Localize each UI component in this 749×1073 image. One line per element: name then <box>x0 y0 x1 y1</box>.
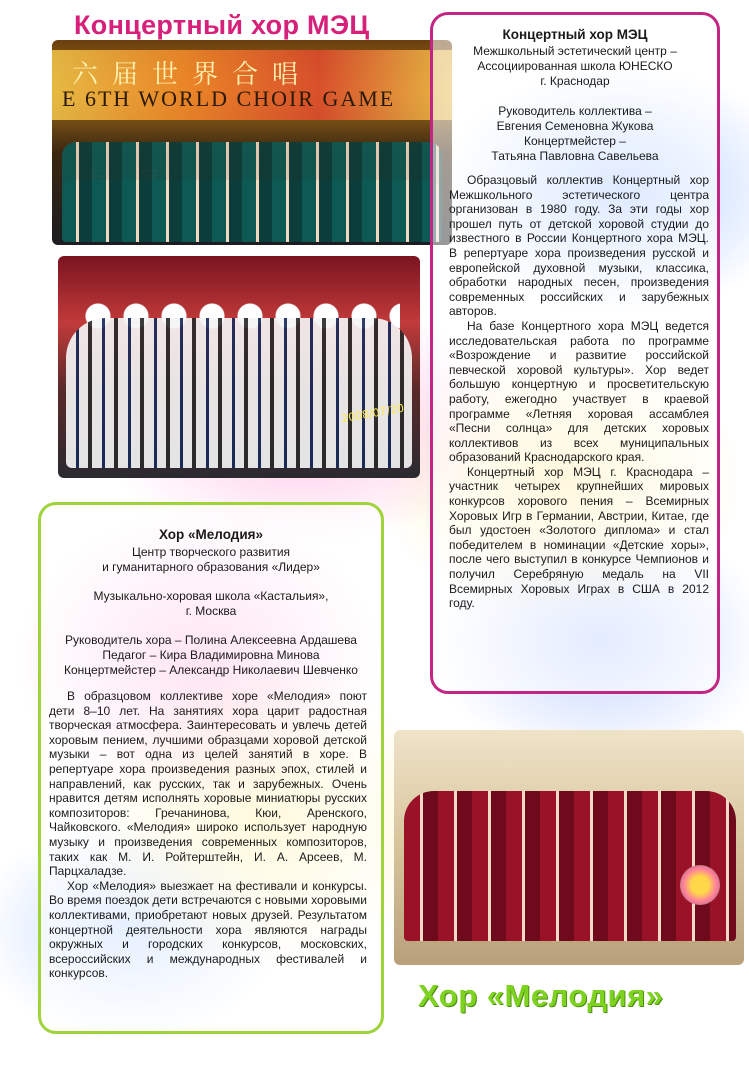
photo-melodia-choir <box>394 730 744 965</box>
melodia-staff-line1: Руководитель хора – Полина Алексеевна Ардашева <box>65 633 357 647</box>
mec-leader-name: Евгения Семеновна Жукова <box>496 119 654 133</box>
mec-title: Концертный хор МЭЦ <box>502 27 648 42</box>
choir-red-dresses <box>404 791 736 941</box>
page-heading-mec: Концертный хор МЭЦ <box>74 10 370 40</box>
banner-games-text: E 6TH WORLD CHOIR GAME <box>62 86 396 111</box>
photo-choir-celebration <box>58 256 420 478</box>
melodia-staff-line2: Педагог – Кира Владимировна Минова <box>102 648 320 662</box>
mec-org-line3: г. Краснодар <box>540 74 610 88</box>
mec-leader-label: Руководитель коллектива – <box>498 104 652 118</box>
banner-cjk-text: 六届世界合唱 <box>72 60 313 90</box>
mec-paragraph: Образцовый коллектив Концертный хор Межшкольного эстетического центра организован в 1980 году. За эти годы хор прошел путь от детской хоровой студии до известного в России Концертного хора МЭЦ. В репертуаре хора произведения русской и европейской духовной музыки, классика, обработки народных песен, произведения современных российских и зарубежных авторов. <box>449 173 709 319</box>
mec-paragraph: Концертный хор МЭЦ г. Краснодара – участник четырех крупнейших мировых конкурсов хорового пения – Всемирных Хоровых Игр в Германии, Австрии, Китае, где был удостоен «Золотого диплома» и стал победителем в номинации «Детские хоры», после чего выступил в конкурсе Чемпионов и получил Серебряную медаль на VII Всемирных Хоровых Играх в США в 2012 году. <box>449 464 709 611</box>
choir-front-row <box>62 180 442 242</box>
card-melodia-choir <box>38 502 384 1034</box>
choir-sailors <box>66 318 412 468</box>
mec-org-line1: Межшкольный эстетический центр – <box>473 44 677 58</box>
photo-choir-games <box>52 40 452 245</box>
page-heading-melodia: Хор «Мелодия» <box>418 978 664 1013</box>
melodia-org-line1: Центр творческого развития <box>131 545 291 559</box>
photo-date-stamp: 2008/07/20 <box>339 401 405 426</box>
melodia-school-line2: г. Москва <box>185 604 237 618</box>
melodia-org-line2: и гуманитарного образования «Лидер» <box>102 560 320 574</box>
mec-accomp-label: Концертмейстер – <box>524 134 626 148</box>
melodia-paragraph: Хор «Мелодия» выезжает на фестивали и конкурсы. Во время поездок дети встречаются с новыми хоровыми коллективами, приобретают новых друзей. Результатом концертной деятельности хора являются награды окружных и городских конкурсов, московских, всероссийских и международных фестивалей и конкурсов. <box>49 878 367 981</box>
mec-paragraph: На базе Концертного хора МЭЦ ведется исследовательская работа по программе «Возрождение и развитие российской певческой хоровой культуры». Хор ведет большую концертную и просветительскую работу, ежегодно участвует в краевой программе «Летняя хоровая ассамблея «Песни солнца» для детских хоровых коллективов из всех муниципальных образований Краснодарского края. <box>449 318 709 465</box>
mec-org-line2: Ассоциированная школа ЮНЕСКО <box>477 59 673 73</box>
melodia-title: Хор «Мелодия» <box>158 527 264 542</box>
mec-accomp-name: Татьяна Павловна Савельева <box>491 149 659 163</box>
melodia-school-line1: Музыкально-хоровая школа «Кастальия», <box>93 589 329 603</box>
card-mec-choir <box>430 12 720 694</box>
flower-bouquet <box>680 865 720 905</box>
melodia-staff-line3: Концертмейстер – Александр Николаевич Шевченко <box>64 663 358 677</box>
melodia-paragraph: В образцовом коллективе хоре «Мелодия» поют дети 8–10 лет. На занятиях хора царит радостная творческая атмосфера. Заинтересовать и увлечь детей хоровым пением, лучшими образцами хоровой детской музыки – вот одна из целей занятий в хоре. В репертуаре хора произведения разных эпох, стилей и направлений, как русских, так и зарубежных. Очень нравится детям исполнять хоровые миниатюры русских композиторов: Гречанинова, Кюи, Аренского, Чайковского. «Мелодия» широко использует народную музыку и произведения современных композиторов, таких как М. И. Ройтерштейн, И. А. Арсеев, М. Парцхаладзе. <box>49 689 367 879</box>
